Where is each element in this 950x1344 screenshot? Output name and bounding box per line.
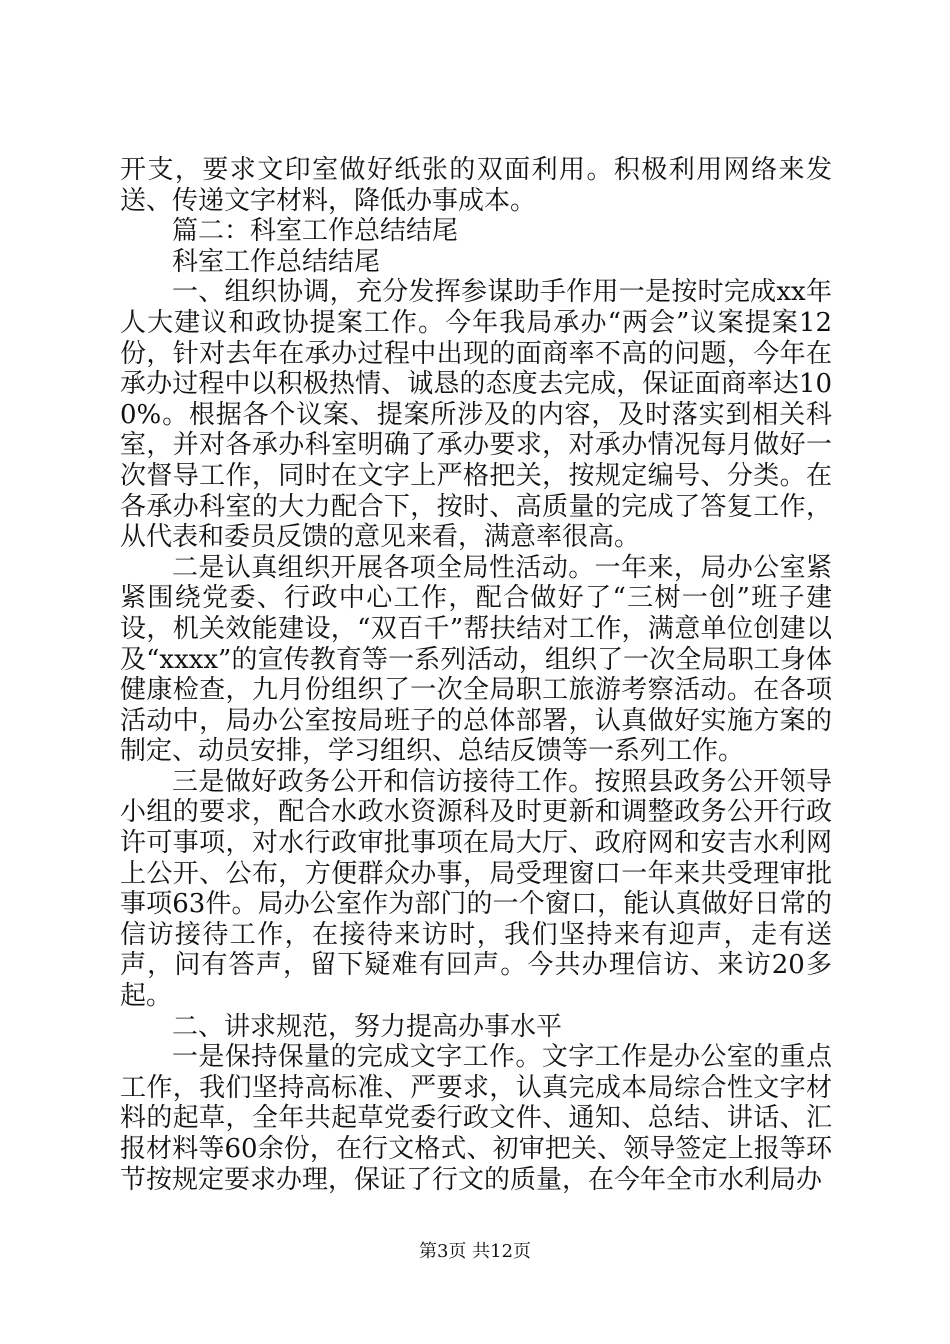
section-heading-standards: 二、讲求规范，努力提高办事水平	[172, 1011, 563, 1042]
paragraph-writing-work: 一是保持保量的完成文字工作。文字工作是办公室的重点工作，我们坚持高标准、严要求，认真完成本局综合性文字材料的起草，全年共起草党委行政文件、通知、总结、讲话、汇报材料等60余份，在行文格式、初审把关、领导签定上报等环节按规定要求办理，保证了行文的质量，在今年全市水利局办	[120, 1042, 832, 1195]
paragraph-continuation: 开支，要求文印室做好纸张的双面利用。积极利用网络来发送、传递文字材料，降低办事成本。	[120, 155, 832, 216]
paragraph-coordination: 一、组织协调，充分发挥参谋助手作用一是按时完成xx年人大建议和政协提案工作。今年我局承办“两会”议案提案12份，针对去年在承办过程中出现的面商率不高的问题，今年在承办过程中以积极热情、诚恳的态度去完成，保证面商率达100%。根据各个议案、提案所涉及的内容，及时落实到相关科室，并对各承办科室明确了承办要求，对承办情况每月做好一次督导工作，同时在文字上严格把关，按规定编号、分类。在各承办科室的大力配合下，按时、高质量的完成了答复工作，从代表和委员反馈的意见来看，满意率很高。	[120, 277, 832, 553]
page-number-footer: 第3页 共12页	[418, 1241, 532, 1262]
paragraph-activities: 二是认真组织开展各项全局性活动。一年来，局办公室紧紧围绕党委、行政中心工作，配合做好了“三树一创”班子建设，机关效能建设，“双百千”帮扶结对工作，满意单位创建以及“xxxx”的宣传教育等一系列活动，组织了一次全局职工身体健康检查，九月份组织了一次全局职工旅游考察活动。在各项活动中，局办公室按局班子的总体部署，认真做好实施方案的制定、动员安排，学习组织、总结反馈等一系列工作。	[120, 552, 832, 767]
section-title: 科室工作总结结尾	[172, 246, 381, 277]
paragraph-government-affairs: 三是做好政务公开和信访接待工作。按照县政务公开领导小组的要求，配合水政水资源科及时更新和调整政务公开行政许可事项，对水行政审批事项在局大厅、政府网和安吉水利网上公开、公布，方便群众办事，局受理窗口一年来共受理审批事项63件。局办公室作为部门的一个窗口，能认真做好日常的信访接待工作，在接待来访时，我们坚持来有迎声，走有送声，问有答声，留下疑难有回声。今共办理信访、来访20多起。	[120, 766, 832, 1012]
section-heading-part-two: 篇二：科室工作总结结尾	[172, 216, 459, 247]
document-body	[120, 155, 832, 1195]
